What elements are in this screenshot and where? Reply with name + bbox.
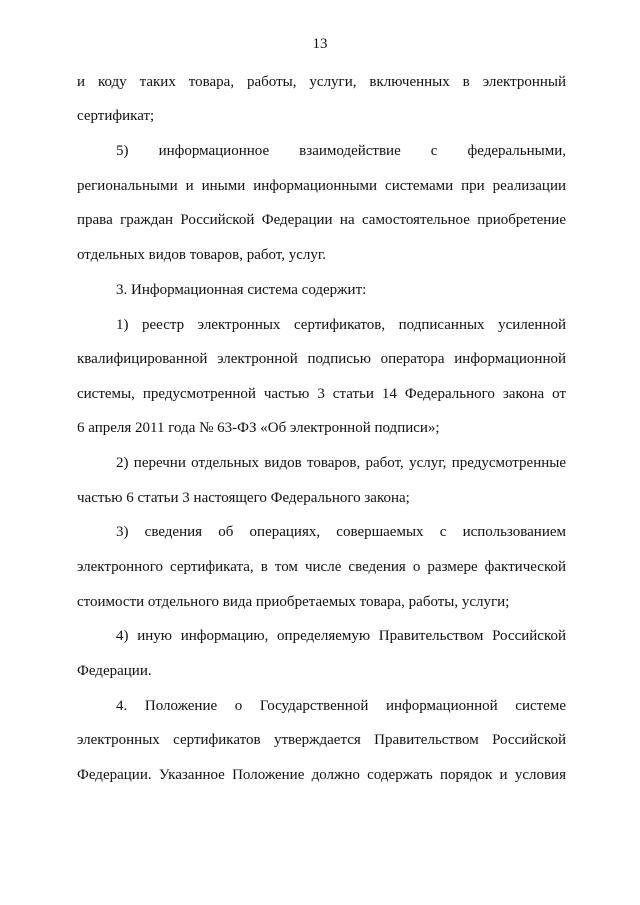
text-line: электронных сертификатов утверждается Правительством Российской	[77, 732, 566, 748]
text-line: сертификат;	[77, 108, 155, 124]
page-number: 13	[312, 36, 328, 52]
text-line: электронного сертификата, в том числе сведения о размере фактической	[77, 559, 566, 575]
text-line: 3) сведения об операциях, совершаемых с использованием	[116, 524, 566, 540]
text-line: 2) перечни отдельных видов товаров, работ, услуг, предусмотренные	[116, 455, 566, 471]
text-line: права граждан Российской Федерации на самостоятельное приобретение	[77, 212, 566, 228]
text-line: частью 6 статьи 3 настоящего Федерального закона;	[77, 490, 410, 506]
text-line: 4) иную информацию, определяемую Правительством Российской	[116, 628, 566, 644]
text-line: квалифицированной электронной подписью оператора информационной	[77, 351, 566, 367]
text-line: 3. Информационная система содержит:	[116, 282, 367, 298]
text-line: стоимости отдельного вида приобретаемых товара, работы, услуги;	[77, 594, 510, 610]
text-line: 4. Положение о Государственной информационной системе	[116, 698, 566, 714]
text-line: системы, предусмотренной частью 3 статьи 14 Федерального закона от	[77, 386, 566, 402]
text-line: Федерации. Указанное Положение должно содержать порядок и условия	[77, 767, 566, 783]
text-line: отдельных видов товаров, работ, услуг.	[77, 247, 327, 263]
text-line: 5) информационное взаимодействие с федеральными,	[116, 143, 566, 159]
text-line: 6 апреля 2011 года № 63-ФЗ «Об электронной подписи»;	[77, 420, 440, 436]
text-line: Федерации.	[77, 663, 152, 679]
text-line: 1) реестр электронных сертификатов, подписанных усиленной	[116, 317, 566, 333]
text-line: региональными и иными информационными системами при реализации	[77, 178, 566, 194]
text-line: и коду таких товара, работы, услуги, включенных в электронный	[77, 74, 566, 90]
